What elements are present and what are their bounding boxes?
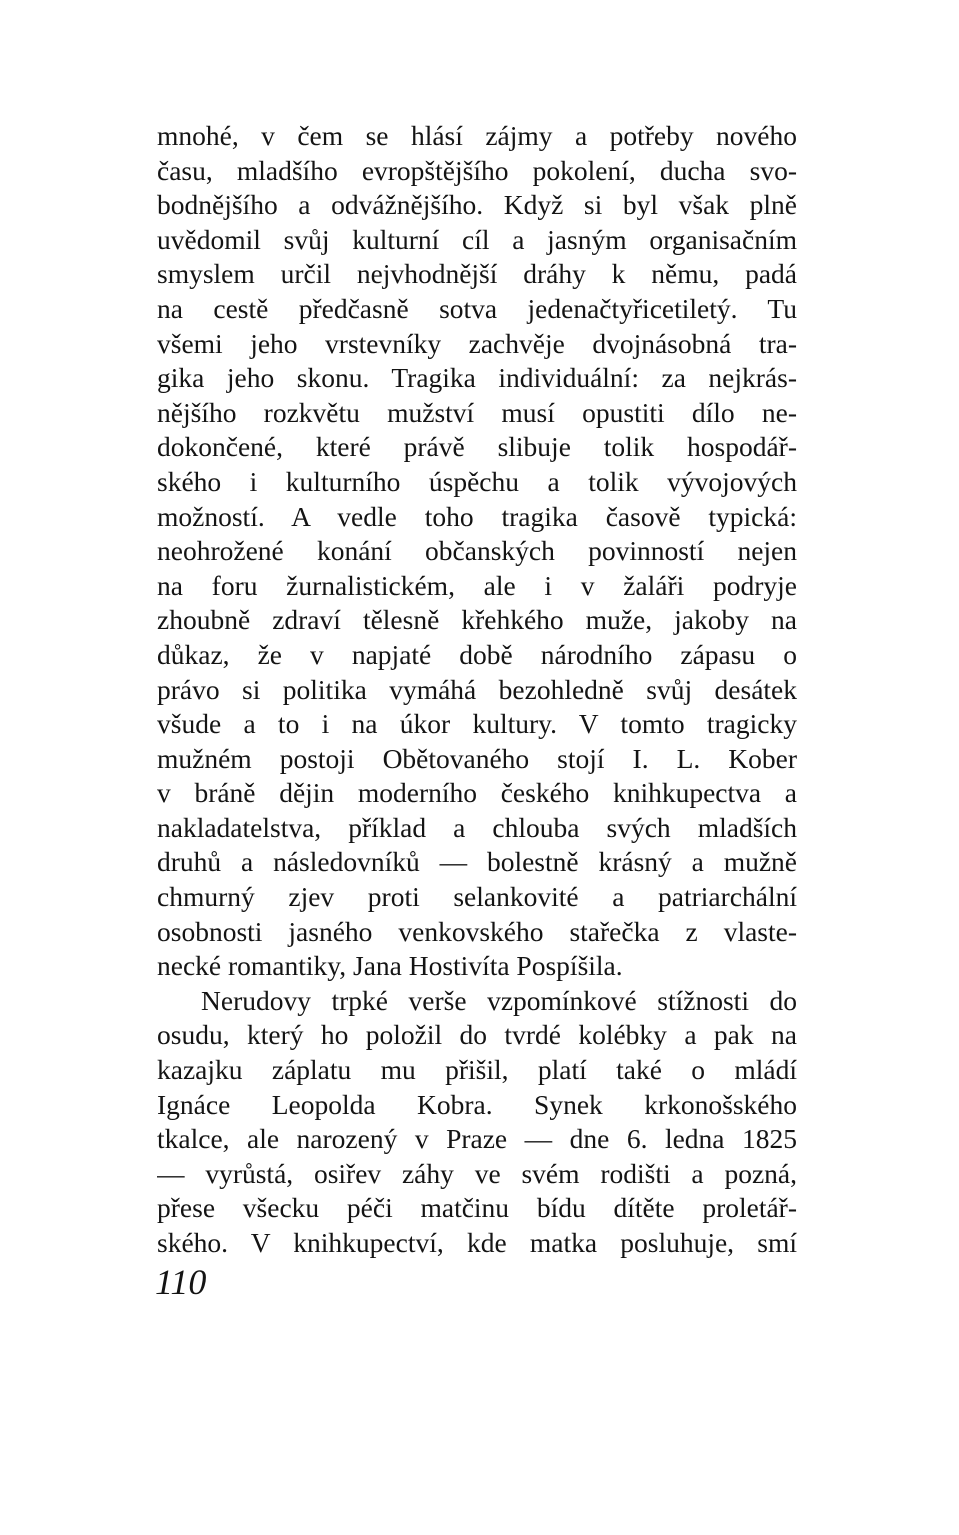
- text-line: času, mladšího evropštějšího pokolení, ducha svo-: [157, 154, 797, 186]
- text-line: na cestě předčasně sotva jedenačtyřicetiletý. Tu: [157, 292, 797, 324]
- text-line: mužném postoji Obětovaného stojí I. L. Kober: [157, 742, 797, 774]
- text-line: necké romantiky, Jana Hostivíta Pospíšila.: [157, 950, 623, 982]
- text-line: v bráně dějin moderního českého knihkupectva a: [157, 777, 797, 809]
- text-line: neohrožené konání občanských povinností nejen: [157, 535, 797, 567]
- text-line: na foru žurnalistickém, ale i v žaláři podryje: [157, 569, 797, 601]
- text-line: — vyrůstá, osiřev záhy ve svém rodišti a pozná,: [157, 1157, 797, 1189]
- text-line: zhoubně zdraví tělesně křehkého muže, jakoby na: [157, 604, 797, 636]
- text-line: druhů a následovníků — bolestně krásný a mužně: [157, 846, 797, 878]
- text-line: nakladatelstva, příklad a chlouba svých mladších: [157, 811, 797, 843]
- text-line: důkaz, že v napjaté době národního zápasu o: [157, 638, 797, 670]
- text-line: bodnějšího a odvážnějšího. Když si byl však plně: [157, 189, 797, 221]
- text-line: přese všecku péči matčinu bídu dítěte proletář-: [157, 1192, 797, 1224]
- text-line: ského. V knihkupectví, kde matka posluhuje, smí: [157, 1227, 797, 1258]
- text-line: osudu, který ho položil do tvrdé kolébky a pak na: [157, 1019, 797, 1051]
- text-line: nějšího rozkvětu mužství musí opustiti dílo ne-: [157, 396, 797, 428]
- text-line: možností. A vedle toho tragika časově typická:: [157, 500, 797, 532]
- text-line: tkalce, ale narozený v Praze — dne 6. ledna 1825: [157, 1123, 797, 1155]
- text-line: smyslem určil nejvhodnější dráhy k němu, padá: [157, 258, 797, 290]
- text-line: kazajku záplatu mu přišil, platí také o mládí: [157, 1054, 797, 1086]
- text-line: gika jeho skonu. Tragika individuální: za nejkrás-: [157, 362, 797, 394]
- paragraph: [157, 984, 797, 1261]
- text-line: Ignáce Leopolda Kobra. Synek krkonošského: [157, 1088, 797, 1120]
- text-line: uvědomil svůj kulturní cíl a jasným organisačním: [157, 223, 797, 255]
- text-line: právo si politika vymáhá bezohledně svůj desátek: [157, 673, 797, 705]
- text-line: osobnosti jasného venkovského stařečka z vlaste-: [157, 915, 797, 947]
- text-line: všude a to i na úkor kultury. V tomto tragicky: [157, 708, 797, 740]
- page-number: 110: [155, 1262, 207, 1302]
- text-line: mnohé, v čem se hlásí zájmy a potřeby nového: [157, 120, 797, 151]
- paragraph: [157, 119, 797, 984]
- text-line: Nerudovy trpké verše vzpomínkové stížnosti do: [201, 984, 797, 1016]
- body-text: [157, 119, 797, 1261]
- text-line: chmurný zjev proti selankovité a patriarchální: [157, 881, 797, 913]
- text-line: dokončené, které právě slibuje tolik hospodář-: [157, 431, 797, 463]
- text-line: všemi jeho vrstevníky zachvěje dvojnásobná tra-: [157, 327, 797, 359]
- text-line: ského i kulturního úspěchu a tolik vývojových: [157, 465, 797, 497]
